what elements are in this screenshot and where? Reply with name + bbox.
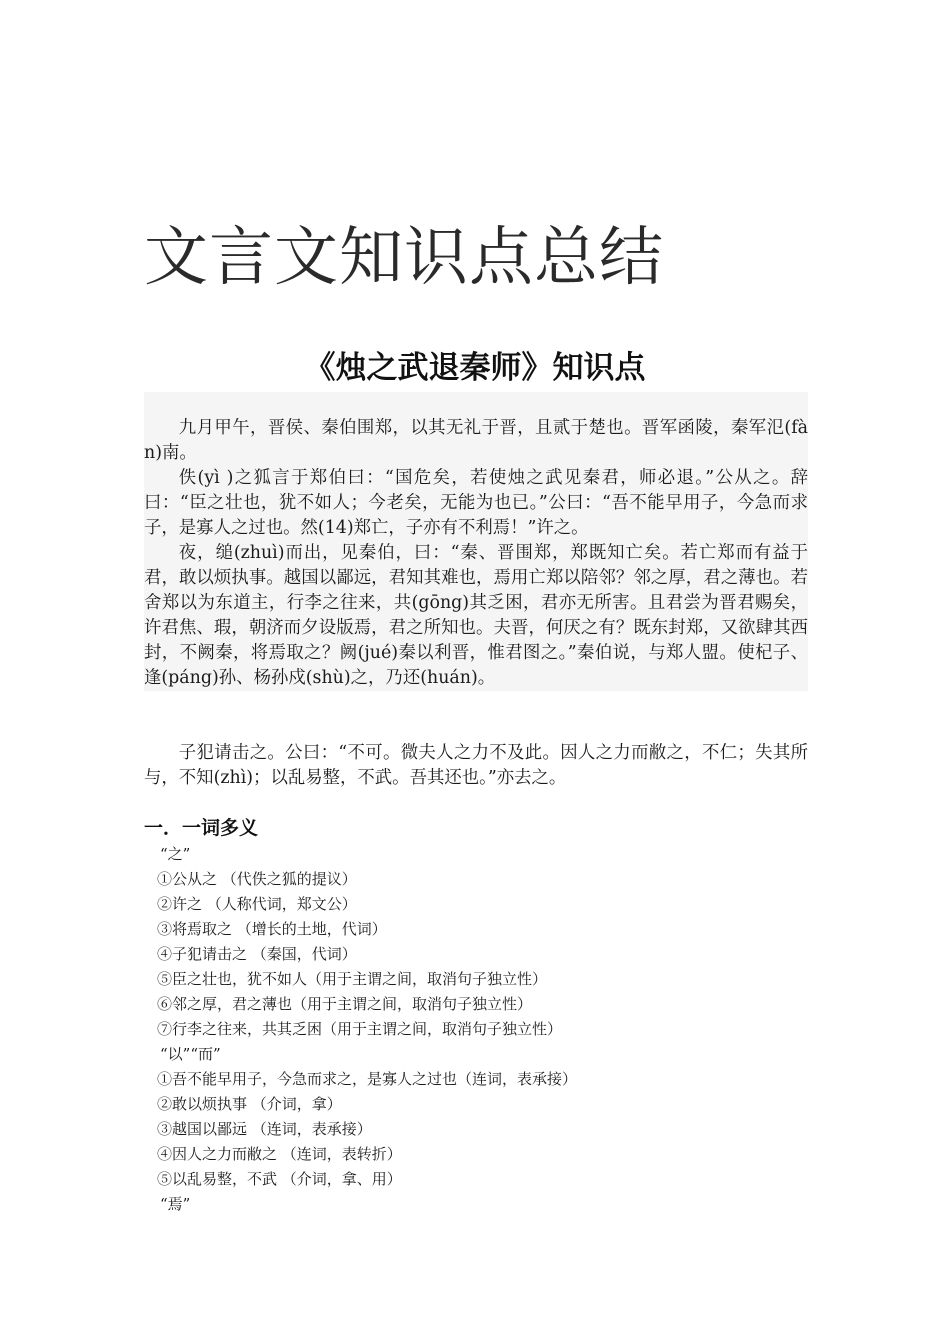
list-item: ②敢以烦执事 （介词，拿） — [157, 1095, 342, 1113]
passage-paragraph: 夜，缒(zhuì)而出，见秦伯，曰：“秦、晋围郑，郑既知亡矣。若亡郑而有益于君，敢以烦执事。越国以鄙远，君知其难也，焉用亡郑以陪邻？邻之厚，君之薄也。若舍郑以为东道主，行李之往来，共(gōng)其乏困，君亦无所害。且君尝为晋君赐矣，许君焦、瑕，朝济而夕设版焉，君之所知也。夫晋，何厌之有？既东封郑，又欲肆其西封，不阙秦，将焉取之？阙(jué)秦以利晋，惟君图之。”秦伯说，与郑人盟。使杞子、逢(páng)孙、杨孙戍(shù)之，乃还(huán)。 — [144, 543, 808, 688]
passage-block — [144, 392, 808, 691]
passage-paragraph: 九月甲午，晋侯、秦伯围郑，以其无礼于晋，且贰于楚也。晋军函陵，秦军氾(fàn)南。 — [144, 418, 808, 463]
list-item: ④子犯请击之 （秦国，代词） — [157, 945, 357, 963]
section-heading-polysemy: 一．一词多义 — [144, 817, 259, 839]
passage-paragraph-tail: 子犯请击之。公曰：“不可。微夫人之力不及此。因人之力而敝之，不仁；失其所与，不知(zhì)；以乱易整，不武。吾其还也。”亦去之。 — [144, 743, 808, 788]
list-item: ⑥邻之厚，君之薄也（用于主谓之间，取消句子独立性） — [157, 995, 533, 1013]
list-item: ⑦行李之往来，共其乏困（用于主谓之间，取消句子独立性） — [157, 1020, 563, 1038]
document-title: 文言文知识点总结 — [144, 221, 664, 295]
term-yi-er: “以”“而” — [160, 1045, 221, 1063]
passage-paragraph: 佚(yì )之狐言于郑伯曰：“国危矣，若使烛之武见秦君，师必退。”公从之。辞曰：“臣之壮也，犹不如人；今老矣，无能为也已。”公曰：“吾不能早用子，今急而求子，是寡人之过也。然(14)郑亡，子亦有不利焉！”许之。 — [144, 468, 808, 538]
list-item: ④因人之力而敝之 （连词，表转折） — [157, 1145, 402, 1163]
term-yan: “焉” — [160, 1195, 191, 1213]
section-title: 《烛之武退秦师》知识点 — [304, 350, 646, 386]
list-item: ②许之 （人称代词，郑文公） — [157, 895, 357, 913]
list-item: ③越国以鄙远 （连词，表承接） — [157, 1120, 372, 1138]
list-item: ①吾不能早用子，今急而求之，是寡人之过也（连词，表承接） — [157, 1070, 578, 1088]
list-item: ⑤臣之壮也，犹不如人（用于主谓之间，取消句子独立性） — [157, 970, 548, 988]
list-item: ⑤以乱易整，不武 （介词，拿、用） — [157, 1170, 402, 1188]
list-item: ①公从之 （代佚之狐的提议） — [157, 870, 357, 888]
polysemy-notes — [150, 842, 830, 1217]
list-item: ③将焉取之 （增长的土地，代词） — [157, 920, 387, 938]
term-zhi: “之” — [160, 845, 191, 863]
